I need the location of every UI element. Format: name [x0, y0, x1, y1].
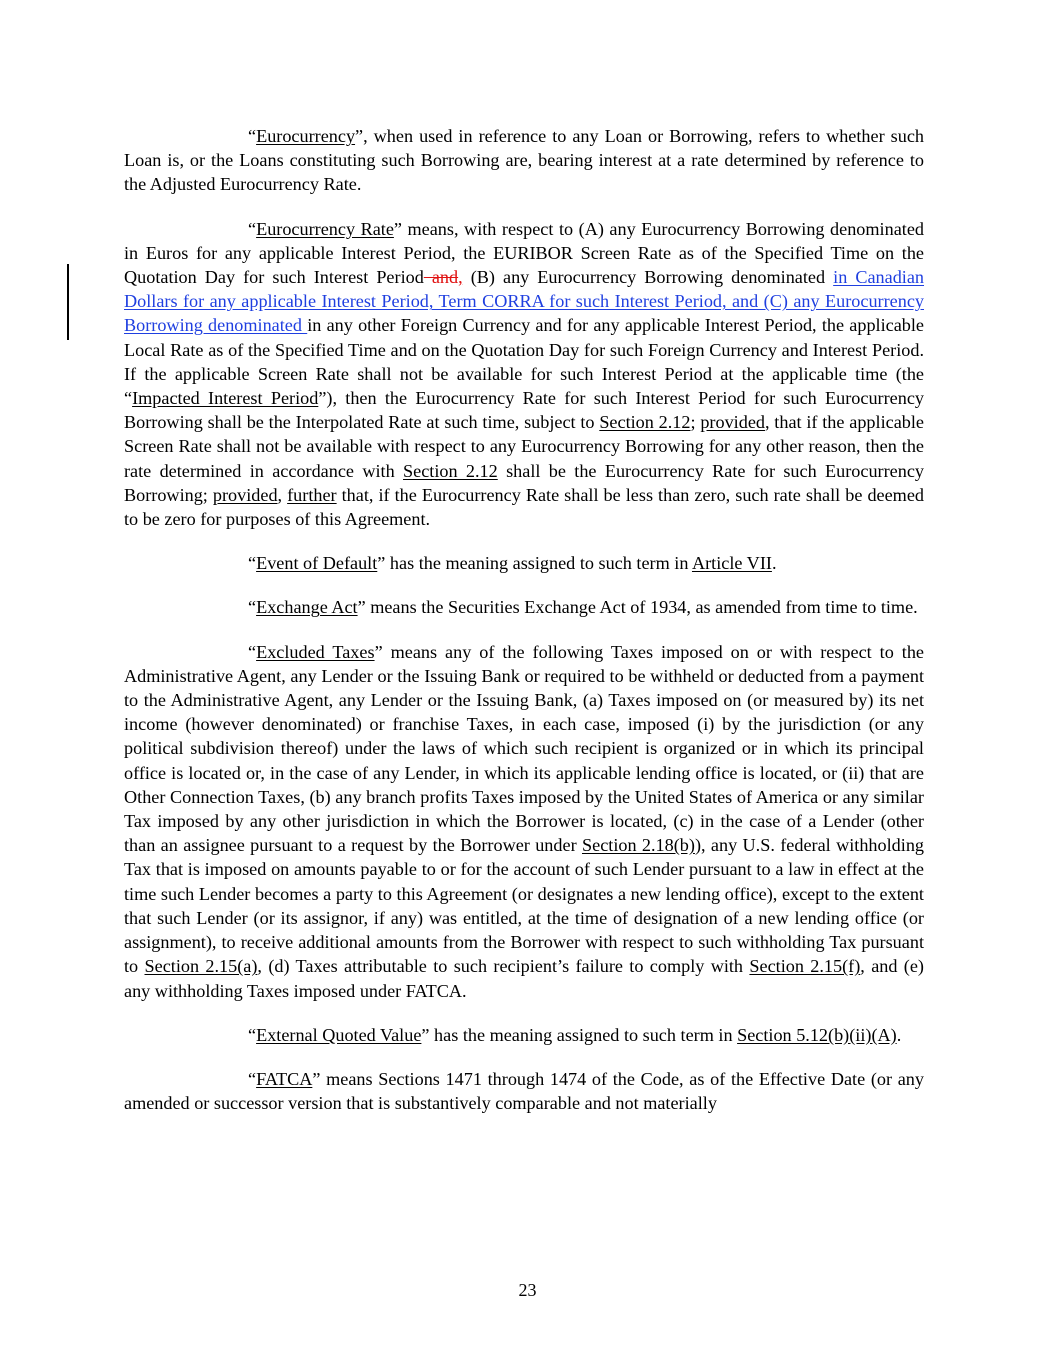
definition-external-quoted-value: “External Quoted Value” has the meaning assigned to such term in Section 5.12(b)(ii)(A). [248, 1024, 902, 1045]
defined-term: Event of Default [256, 553, 378, 574]
section-ref: Section 2.12 [599, 412, 691, 433]
section-ref: Section 2.18(b) [582, 835, 695, 856]
section-ref: Section 5.12(b)(ii)(A) [737, 1024, 897, 1045]
defined-term: Eurocurrency [256, 126, 356, 146]
defined-term: Excluded Taxes [256, 641, 375, 662]
defined-term: External Quoted Value [256, 1024, 422, 1045]
defined-term-impacted: Impacted Interest Period [132, 388, 319, 409]
definition-eurocurrency-rate: “Eurocurrency Rate” means, with respect to (A) any Eurocurrency Borrowing denominated in Euros for any applicable Interest Period, the EURIBOR Screen Rate as of the Specified Time on the Quotation Day for such Interest Period and, (B) any Eurocurrency Borrowing denominated in Canadian Dollars for any applicable Interest Period, Term CORRA for such Interest Period, and (C) any Eurocurrency Borrowing denominated in any other Foreign Currency and for any applicable Interest Period, the applicable Local Rate as of the Specified Time and on the Quotation Day for such Foreign Currency and Interest Period. If the applicable Screen Rate shall not be available for such Interest Period at the applicable time (the “Impacted Interest Period”), then the Eurocurrency Rate for such Interest Period for such Eurocurrency Borrowing shall be the Interpolated Rate at such time, subject to Section 2.12; provided, that if the applicable Screen Rate shall not be available with respect to any Eurocurrency Borrowing for any other reason, then the rate determined in accordance with Section 2.12 shall be the Eurocurrency Rate for such Eurocurrency Borrowing; provided, further that, if the Eurocurrency Rate shall be less than zero, such rate shall be deemed to be zero for purposes of this Agreement. [124, 218, 925, 530]
provided-term: provided [700, 412, 765, 433]
page-number: 23 [518, 1280, 537, 1300]
inserted-text: in Canadian Dollars for any applicable Interest Period, Term CORRA for such Interest Period, and (C) any Eurocurrency Borrowing denominated [124, 267, 925, 336]
inserted-comma: , [458, 267, 463, 288]
article-ref: Article VII [691, 553, 772, 574]
section-ref: Section 2.15(a) [144, 956, 258, 977]
section-ref: Section 2.12 [403, 460, 498, 481]
defined-term: Eurocurrency Rate [256, 218, 394, 239]
definition-excluded-taxes: “Excluded Taxes” means any of the following Taxes imposed on or with respect to the Administrative Agent, any Lender or the Issuing Bank or required to be withheld or deducted from a payment to the Administrative Agent, any Lender or the Issuing Bank, (a) Taxes imposed on (or measured by) its net income (however denominated) or franchise Taxes, in each case, imposed (i) by the jurisdiction (or any political subdivision thereof) under the laws of which such recipient is organized or in which its principal office is located or, in the case of any Lender, in which its applicable lending office is located, or (ii) that are Other Connection Taxes, (b) any branch profits Taxes imposed by the United States of America or any similar Tax imposed by any other jurisdiction in which the Borrower is located, (c) in the case of a Lender (other than an assignee pursuant to a request by the Borrower under Section 2.18(b)), any U.S. federal withholding Tax that is imposed on amounts payable to or for the account of such Lender pursuant to a law in effect at the time such Lender becomes a party to this Agreement (or designates a new lending office), except to the extent that such Lender (or its assignor, if any) was entitled, at the time of designation of a new lending office (or assignment), to receive additional amounts from the Borrower with respect to such withholding Tax pursuant to Section 2.15(a), (d) Taxes attributable to such recipient’s failure to comply with Section 2.15(f), and (e) any withholding Taxes imposed under FATCA. [124, 641, 925, 1001]
definition-event-of-default: “Event of Default” has the meaning assigned to such term in Article VII. [248, 553, 777, 574]
provided-term: provided [212, 484, 278, 505]
definition-fatca: “FATCA” means Sections 1471 through 1474 of the Code, as of the Effective Date (or any amended or successor version that is substantively comparable and not materially [124, 1068, 924, 1114]
section-ref: Section 2.15(f) [749, 956, 861, 977]
defined-term: Exchange Act [256, 597, 358, 618]
definition-exchange-act: “Exchange Act” means the Securities Exchange Act of 1934, as amended from time to time. [248, 597, 918, 618]
further-term: further [287, 484, 337, 505]
deleted-text: and [423, 267, 459, 288]
document-body [124, 124, 924, 1135]
definition-eurocurrency: “Eurocurrency”, when used in reference to any Loan or Borrowing, refers to whether such Loan is, or the Loans constituting such Borrowing are, bearing interest at a rate determined by reference to the Adjusted Eurocurrency Rate. [124, 126, 924, 195]
revision-change-bar [67, 264, 69, 340]
defined-term: FATCA [256, 1068, 313, 1089]
